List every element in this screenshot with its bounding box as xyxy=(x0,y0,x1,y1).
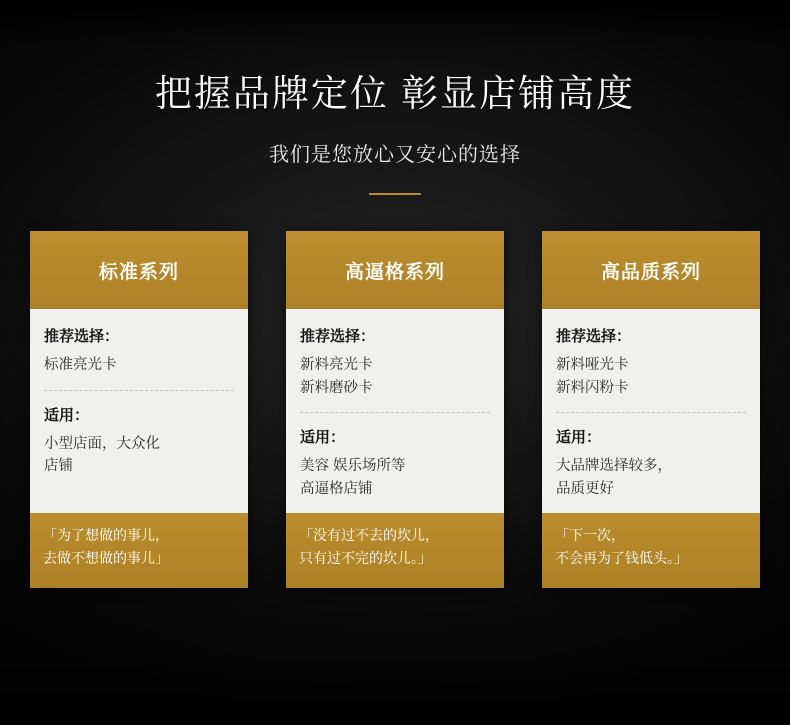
card-title: 高逼格系列 xyxy=(344,261,445,283)
recommend-value: 标准亮光卡 xyxy=(44,357,117,374)
title-divider xyxy=(369,193,421,195)
recommend-label: 推荐选择： xyxy=(300,328,376,346)
recommend-value: 新料闪粉卡 xyxy=(556,379,629,396)
card-quote xyxy=(30,513,248,588)
card-quote xyxy=(542,513,760,588)
quote-line: 去做不想做的事儿」 xyxy=(43,549,169,566)
suitable-label: 适用： xyxy=(44,406,90,424)
suitable-label: 适用： xyxy=(300,429,346,447)
quote-line: 「下一次， xyxy=(555,527,625,544)
recommend-value: 新料哑光卡 xyxy=(556,357,629,374)
suitable-section xyxy=(44,390,234,491)
recommend-value: 新料亮光卡 xyxy=(300,357,373,374)
recommend-section xyxy=(300,325,490,412)
quote-line: 「为了想做的事儿， xyxy=(43,527,169,544)
recommend-section xyxy=(556,325,746,412)
card-body xyxy=(542,309,760,513)
card-body xyxy=(286,309,504,513)
page-title: 把握品牌定位 彰显店铺高度 xyxy=(154,73,636,114)
card-header xyxy=(542,231,760,309)
card-quote xyxy=(286,513,504,588)
suitable-value: 高逼格店铺 xyxy=(300,480,373,497)
suitable-value: 小型店面，大众化 xyxy=(44,435,160,452)
card-title: 高品质系列 xyxy=(600,261,701,283)
quote-line: 只有过不完的坎儿。」 xyxy=(299,549,432,566)
card-header xyxy=(286,231,504,309)
page-subtitle: 我们是您放心又安心的选择 xyxy=(269,144,521,167)
suitable-value: 美容 娱乐场所等 xyxy=(300,458,406,475)
recommend-label: 推荐选择： xyxy=(556,328,632,346)
recommend-value: 新料磨砂卡 xyxy=(300,379,373,396)
series-card-list xyxy=(30,231,760,588)
suitable-value: 品质更好 xyxy=(556,480,614,497)
series-card-premium-style[interactable] xyxy=(286,231,504,588)
card-body xyxy=(30,309,248,513)
series-card-standard[interactable] xyxy=(30,231,248,588)
suitable-label: 适用： xyxy=(556,429,602,447)
series-card-high-quality[interactable] xyxy=(542,231,760,588)
suitable-value: 店铺 xyxy=(44,458,73,475)
suitable-section xyxy=(556,412,746,513)
recommend-label: 推荐选择： xyxy=(44,328,120,346)
recommend-section xyxy=(44,325,234,389)
card-title: 标准系列 xyxy=(98,261,179,283)
quote-line: 「没有过不去的坎儿， xyxy=(299,527,439,544)
page-header xyxy=(0,0,790,195)
card-header xyxy=(30,231,248,309)
quote-line: 不会再为了钱低头。」 xyxy=(555,549,688,566)
suitable-value: 大品牌选择较多， xyxy=(556,458,672,475)
suitable-section xyxy=(300,412,490,513)
